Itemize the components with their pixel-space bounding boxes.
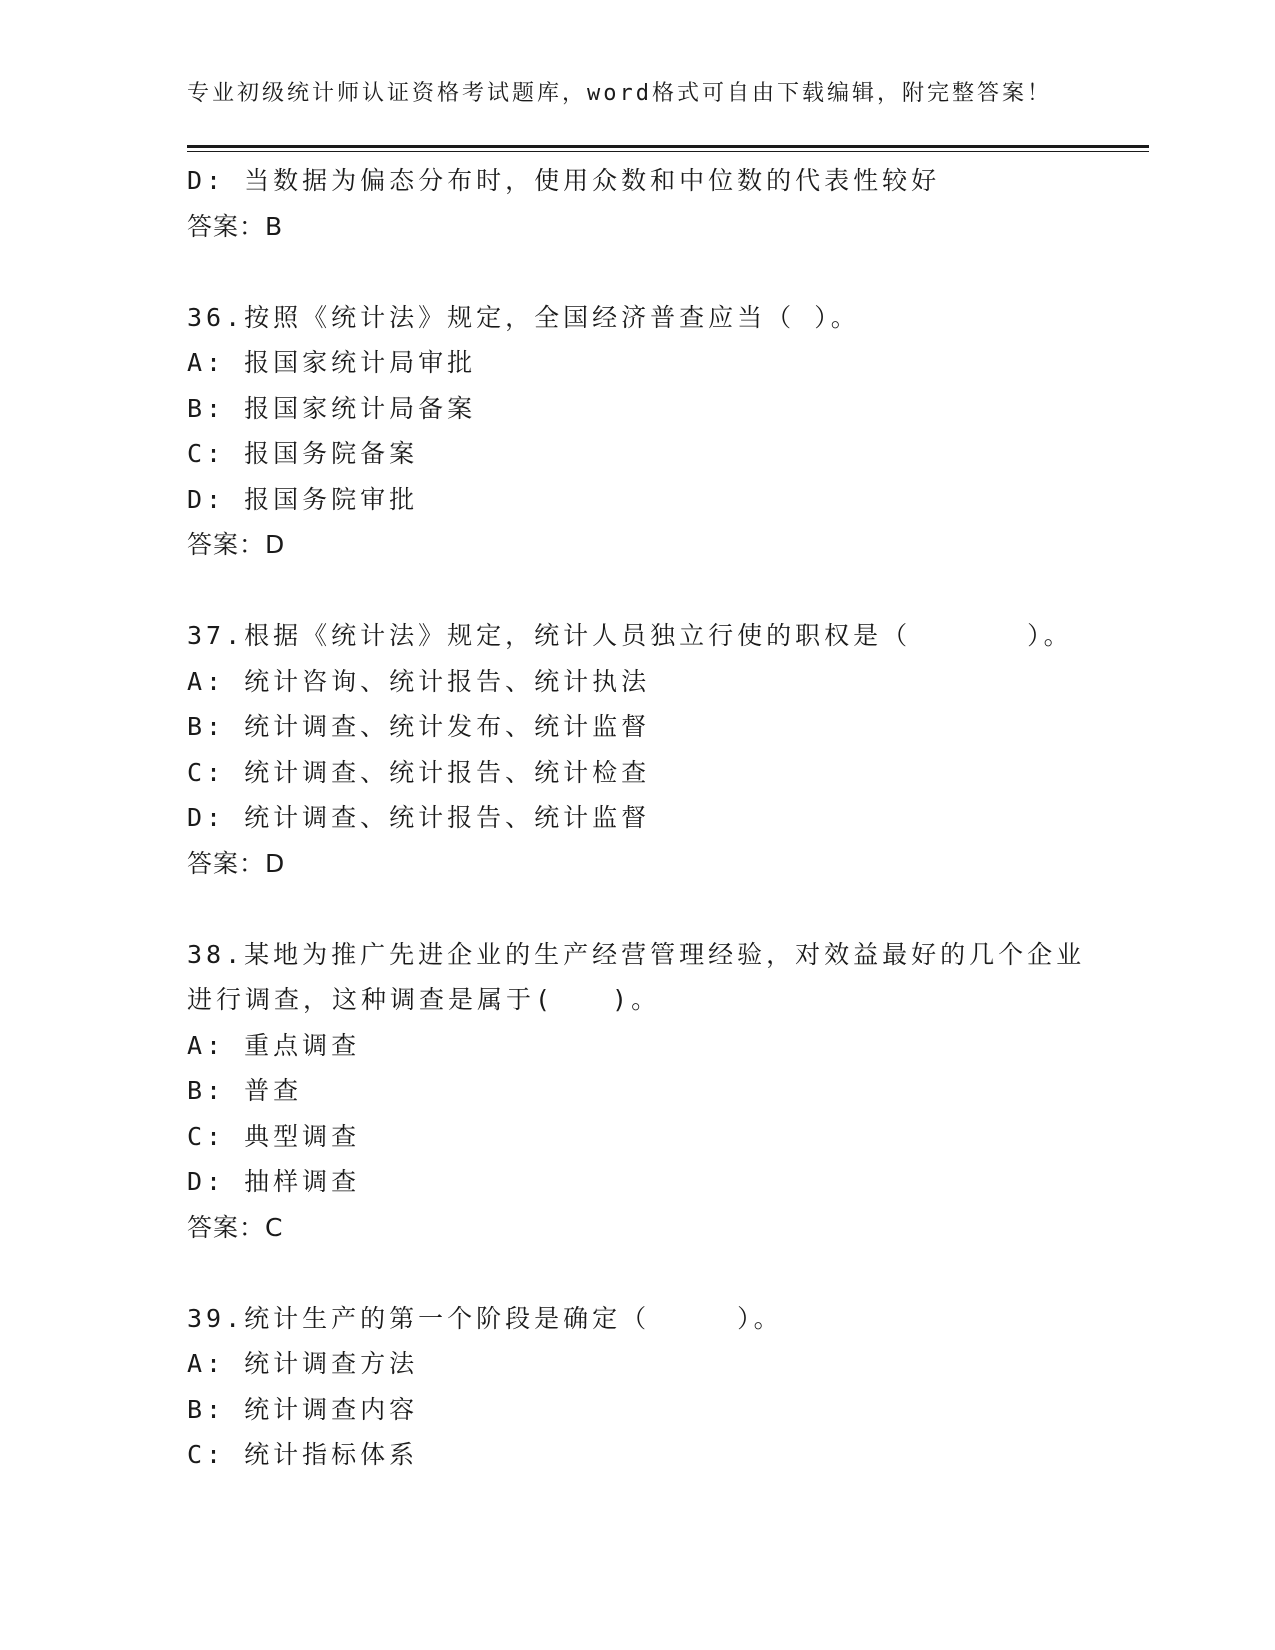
spacer [187,886,1087,932]
option-b: B: 报国家统计局备案 [187,393,477,423]
answer: 答案：D [187,530,286,559]
option-b: B: 统计调查内容 [187,1394,419,1424]
option-d: D: 抽样调查 [187,1167,361,1196]
header-rule-thin [187,151,1149,152]
question-stem: 36.按照《统计法》规定，全国经济普查应当（ ）。 [187,302,860,332]
question-37 [187,613,1087,886]
option-a: A: 统计咨询、统计报告、统计执法 [187,666,651,696]
question-stem-line-1: 38.某地为推广先进企业的生产经营管理经验，对效益最好的几个企业 [187,939,1086,969]
page-header: 专业初级统计师认证资格考试题库，word格式可自由下载编辑，附完整答案！ [187,81,1052,106]
option-c: C: 报国务院备案 [187,439,419,468]
answer: 答案：B [187,211,284,241]
spacer [187,1250,1087,1296]
option-d: D: 统计调查、统计报告、统计监督 [187,803,651,832]
option-a: A: 重点调查 [187,1030,361,1060]
question-stem: 39.统计生产的第一个阶段是确定（ ）。 [187,1303,783,1333]
option-b: B: 统计调查、统计发布、统计监督 [187,712,651,741]
option-c: C: 统计调查、统计报告、统计检查 [187,757,651,787]
header-rule-thick [187,145,1149,148]
question-39 [187,1296,1087,1478]
answer: 答案：D [187,848,286,878]
option-c: C: 统计指标体系 [187,1440,419,1469]
document-body [187,158,1087,1478]
question-35-tail [187,158,1087,249]
question-36 [187,295,1087,568]
spacer [187,249,1087,295]
option-c: C: 典型调查 [187,1121,361,1151]
option-d: D: 报国务院审批 [187,484,419,514]
option-b: B: 普查 [187,1076,303,1105]
question-stem-line-2: 进行调查，这种调查是属于( )。 [187,985,661,1014]
answer: 答案：C [187,1212,284,1242]
option-a: A: 统计调查方法 [187,1349,419,1378]
option-a: A: 报国家统计局审批 [187,348,477,377]
question-38 [187,932,1087,1251]
question-stem: 37.根据《统计法》规定，统计人员独立行使的职权是（ ）。 [187,621,1073,650]
spacer [187,568,1087,614]
option-d: D: 当数据为偏态分布时，使用众数和中位数的代表性较好 [187,166,941,195]
